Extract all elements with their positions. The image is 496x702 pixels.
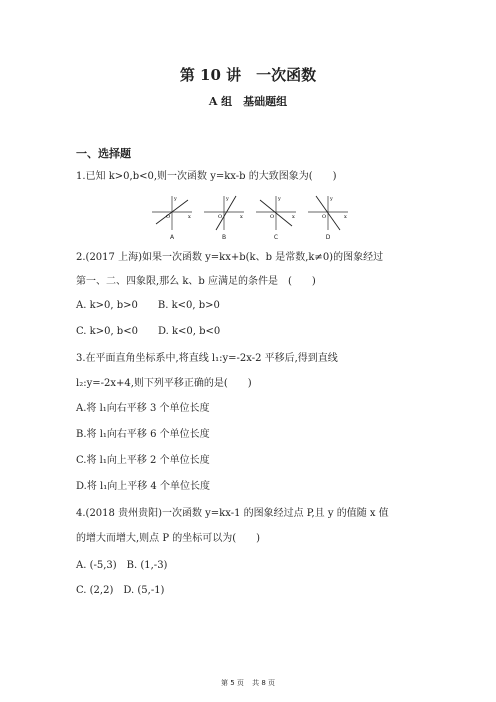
page-total: 共 8 页 xyxy=(252,679,276,687)
x-axis-label: x xyxy=(292,214,295,220)
question-3-option-d: D.将 l₁向上平移 4 个单位长度 xyxy=(76,481,210,492)
x-axis-label: x xyxy=(240,214,243,220)
question-4-options-cd: C. (2,2) D. (5,-1) xyxy=(76,585,165,596)
y-axis-label: y xyxy=(278,196,281,202)
origin-label: O xyxy=(218,214,223,220)
origin-label: O xyxy=(270,214,275,220)
page-subtitle: A 组 基础题组 xyxy=(208,95,288,108)
x-axis-label: x xyxy=(188,214,191,220)
question-2-options-ab: A. k>0, b>0 B. k<0, b>0 xyxy=(76,300,220,311)
question-2-line-1: 2.(2017 上海)如果一次函数 y=kx+b(k、b 是常数,k≠0)的图象经过 xyxy=(76,252,384,263)
question-2-options-cd: C. k>0, b<0 D. k<0, b<0 xyxy=(76,326,221,337)
page-footer xyxy=(0,678,496,688)
graph-label-d: D xyxy=(325,234,331,241)
x-axis-label: x xyxy=(344,214,347,220)
question-3-line-1: 3.在平面直角坐标系中,将直线 l₁:y=-2x-2 平移后,得到直线 xyxy=(76,353,338,364)
question-3-option-b: B.将 l₁向右平移 6 个单位长度 xyxy=(76,429,210,440)
question-4-line-2: 的增大而增大,则点 P 的坐标可以为( ) xyxy=(76,533,261,544)
page-title: 第 10 讲 一次函数 xyxy=(179,66,317,84)
graph-label-b: B xyxy=(221,234,227,241)
graph-option-b xyxy=(202,194,246,241)
question-3-line-2: l₂:y=-2x+4,则下列平移正确的是( ) xyxy=(76,378,252,389)
page-number: 第 5 页 xyxy=(220,679,244,687)
origin-label: O xyxy=(322,214,327,220)
question-3-option-c: C.将 l₁向上平移 2 个单位长度 xyxy=(76,455,210,466)
question-4-options-ab: A. (-5,3) B. (1,-3) xyxy=(76,560,168,571)
graph-option-a xyxy=(150,194,194,241)
graph-label-a: A xyxy=(169,234,175,241)
graph-option-d xyxy=(306,194,350,241)
question-2-line-2: 第一、二、四象限,那么 k、b 应满足的条件是 ( ) xyxy=(76,276,316,287)
question-4-line-1: 4.(2018 贵州贵阳)一次函数 y=kx-1 的图象经过点 P,且 y 的值随 x 值 xyxy=(76,508,389,519)
y-axis-label: y xyxy=(174,196,177,202)
question-1-text: 1.已知 k>0,b<0,则一次函数 y=kx-b 的大致图象为( ) xyxy=(76,171,337,182)
y-axis-label: y xyxy=(330,196,333,202)
section-heading: 一、选择题 xyxy=(76,147,131,160)
graph-option-c xyxy=(254,194,298,241)
graph-label-c: C xyxy=(273,234,279,241)
question-1-graphs xyxy=(150,194,350,241)
question-3-option-a: A.将 l₁向右平移 3 个单位长度 xyxy=(76,403,210,414)
origin-label: O xyxy=(166,214,171,220)
y-axis-label: y xyxy=(226,196,229,202)
